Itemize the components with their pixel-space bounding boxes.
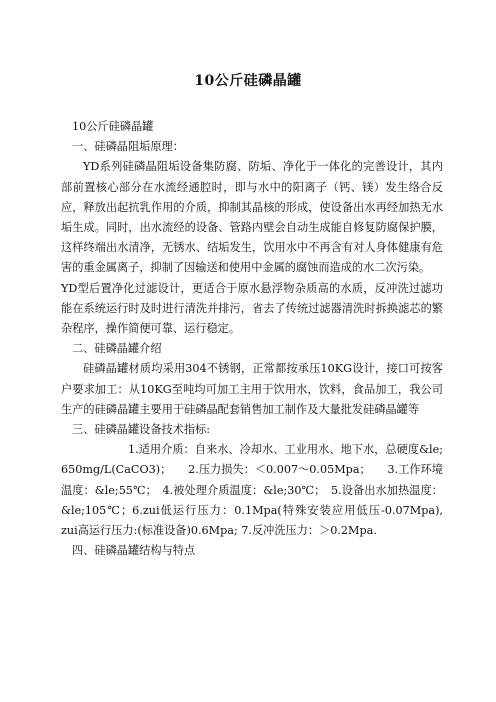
section-heading-4: 四、硅磷晶罐结构与特点	[72, 544, 196, 558]
subtitle-paragraph: 10公斤硅磷晶罐	[72, 120, 154, 133]
document-title: 10公斤硅磷晶罐	[194, 73, 302, 89]
section-heading-3: 三、硅磷晶罐设备技术指标:	[72, 423, 211, 437]
body-paragraph-principle: YD系列硅磷晶阻垢设备集防腐、防垢、净化于一体化的完善设计，其内部前置核心部分在水流经通腔时，即与水中的阳离子（钙、镁）发生络合反应，释放出起抗乳作用的介质，抑制其晶核的形成，使设备出水再经加热无水垢生成。同时，出水流经的设备、管路内壁会自动生成能自修复防腐保护膜，这样终端出水清净，无锈水、结垢发生，饮用水中不再含有对人身体健康有危害的重金属离子，抑制了因输送和使用中金属的腐蚀而造成的水二次污染。	[61, 160, 443, 275]
body-paragraph-intro: 硅磷晶罐材质均采用304不锈钢，正常都按承压10KG设计，接口可按客户要求加工：从10KG至吨均可加工主用于饮用水，饮料，食品加工，我公司生产的硅磷晶罐主要用于硅磷晶配套销售加工制作及大量批发硅磷晶罐等	[61, 362, 443, 416]
body-paragraph-specs: 1.适用介质：自来水、冷却水、工业用水、地下水，总硬度&le; 650mg/L(CaCO3)； 2.压力损失：＜0.007～0.05Mpa； 3.工作环境温度：&le;55℃； 4.被处理介质温度：&le;30℃； 5.设备出水加热温度：&le;105℃；6.zui低运行压力：0.1Mpa(特殊安装应用低压-0.07Mpa), zui高运行压力:(标准设备)0.6Mpa; 7.反冲洗压力：＞0.2Mpa.	[61, 443, 455, 538]
section-heading-1: 一、硅磷晶阻垢原理：	[72, 140, 184, 154]
document-body	[61, 117, 455, 561]
section-heading-2: 二、硅磷晶罐介绍	[72, 342, 162, 356]
body-paragraph-filter: YD型后置净化过滤设计，更适合于原水悬浮物杂质高的水质，反冲洗过滤功能在系统运行时及时进行清洗并排污，省去了传统过滤器清洗时拆换滤芯的繁杂程序，操作简便可靠、运行稳定。	[61, 281, 443, 336]
